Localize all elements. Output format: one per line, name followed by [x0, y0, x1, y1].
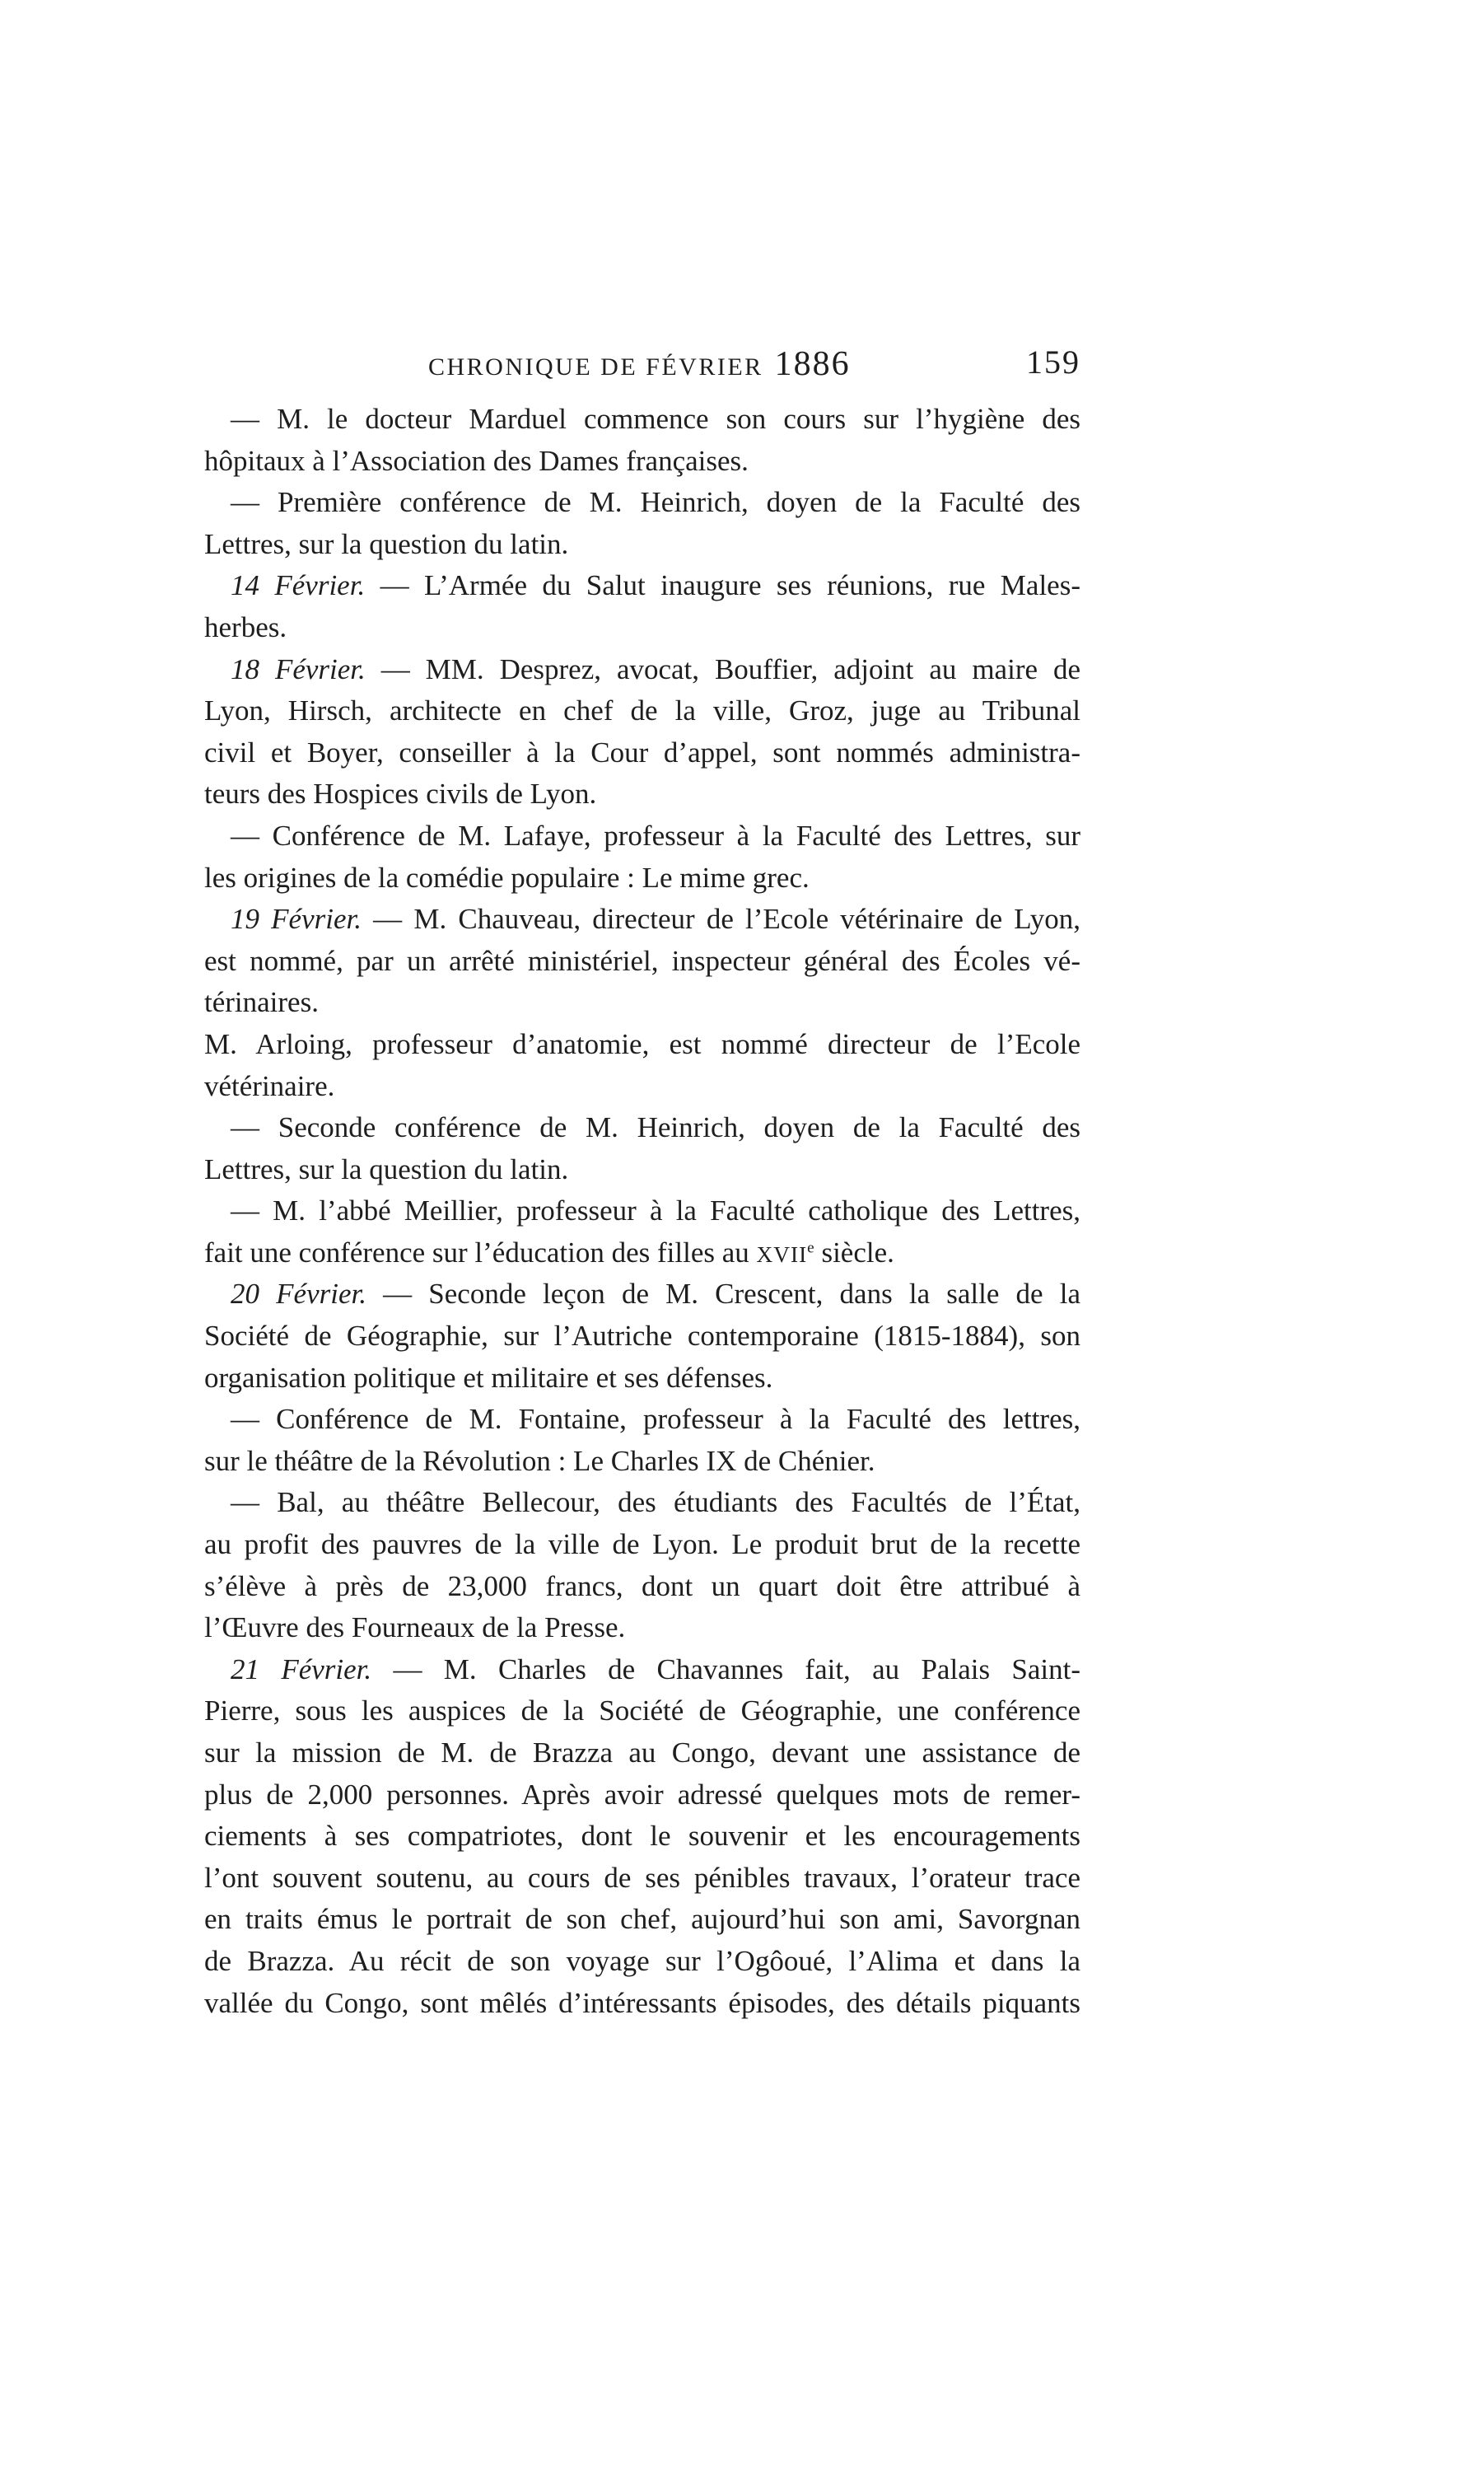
- line-text: Lettres, sur la question du latin.: [204, 1152, 569, 1185]
- text-line: [204, 565, 1080, 607]
- text-line: [204, 1649, 1080, 1691]
- line-text: Lyon, Hirsch, architecte en chef de la ville, Groz, juge au Tribunal: [204, 694, 1080, 727]
- text-line: [204, 690, 1080, 732]
- text-line: [204, 1066, 1080, 1108]
- line-text: — M. Chauveau, directeur de l’Ecole vétérinaire de Lyon,: [362, 903, 1080, 936]
- entry-date: 18 Février.: [231, 652, 366, 685]
- line-text: les origines de la comédie populaire : Le mime grec.: [204, 861, 810, 894]
- text-line: [204, 858, 1080, 900]
- line-text: l’Œuvre des Fourneaux de la Presse.: [204, 1611, 626, 1644]
- line-text: au profit des pauvres de la ville de Lyon. Le produit brut de la recette: [204, 1528, 1080, 1561]
- line-text: Lettres, sur la question du latin.: [204, 527, 569, 560]
- line-text: — Conférence de M. Lafaye, professeur à la Faculté des Lettres, sur: [231, 819, 1080, 852]
- text-line: [204, 1983, 1080, 2025]
- text-line: [204, 1024, 1080, 1066]
- line-text: Pierre, sous les auspices de la Société de Géographie, une conférence: [204, 1694, 1080, 1727]
- text-line: [204, 1149, 1080, 1191]
- text-line: [204, 899, 1080, 941]
- century-numeral: XVII: [756, 1241, 808, 1267]
- entry-date: 14 Février.: [231, 569, 366, 602]
- text-line: [204, 982, 1080, 1024]
- text-line: [204, 1858, 1080, 1900]
- text-line: [204, 1399, 1080, 1441]
- text-line: [204, 774, 1080, 816]
- text-line: [204, 1358, 1080, 1400]
- line-text: — Bal, au théâtre Bellecour, des étudiants des Facultés de l’État,: [231, 1486, 1080, 1519]
- line-text: vallée du Congo, sont mêlés d’intéressants épisodes, des détails piquants: [204, 1986, 1080, 2019]
- line-text: organisation politique et militaire et ses défenses.: [204, 1361, 773, 1394]
- line-text: — L’Armée du Salut inaugure ses réunions, rue Males-: [365, 569, 1080, 602]
- text-line: [204, 524, 1080, 566]
- line-text: herbes.: [204, 610, 287, 643]
- line-text: sur la mission de M. de Brazza au Congo, devant une assistance de: [204, 1736, 1080, 1769]
- text-line: [204, 1274, 1080, 1316]
- text-line: [204, 1732, 1080, 1774]
- text-line: [204, 1190, 1080, 1232]
- line-text: fait une conférence sur l’éducation des filles au: [204, 1236, 757, 1269]
- text-line: [204, 732, 1080, 774]
- line-text: — Seconde leçon de M. Crescent, dans la salle de la: [366, 1278, 1081, 1311]
- text-line: [204, 482, 1080, 524]
- text-line: [204, 1899, 1080, 1941]
- line-text: — M. le docteur Marduel commence son cours sur l’hygiène des: [231, 403, 1080, 435]
- line-text: plus de 2,000 personnes. Après avoir adressé quelques mots de remer-: [204, 1778, 1080, 1811]
- text-line: [204, 816, 1080, 858]
- page-number: 159: [1026, 344, 1080, 381]
- line-text: — Seconde conférence de M. Heinrich, doyen de la Faculté des: [231, 1111, 1080, 1144]
- line-text: — Première conférence de M. Heinrich, doyen de la Faculté des: [231, 486, 1080, 519]
- body-text: [204, 399, 1080, 2024]
- entry-date: 20 Février.: [231, 1278, 366, 1311]
- text-line: [204, 1524, 1080, 1566]
- line-text: térinaires.: [204, 986, 319, 1019]
- line-text: — M. Charles de Chavannes fait, au Palais Saint-: [371, 1652, 1080, 1685]
- text-line: [204, 1941, 1080, 1983]
- text-line: [204, 399, 1080, 441]
- running-title-year: 1886: [774, 345, 851, 383]
- text-line: [204, 1232, 1080, 1274]
- text-line: [204, 1607, 1080, 1649]
- text-line: [204, 941, 1080, 983]
- line-text: hôpitaux à l’Association des Dames françaises.: [204, 444, 749, 477]
- text-line: [204, 1441, 1080, 1483]
- line-text: siècle.: [814, 1236, 894, 1269]
- line-text: — Conférence de M. Fontaine, professeur à la Faculté des lettres,: [231, 1403, 1080, 1436]
- running-title-text: CHRONIQUE DE FÉVRIER: [428, 353, 763, 381]
- text-line: [204, 1816, 1080, 1858]
- line-text: — M. l’abbé Meillier, professeur à la Faculté catholique des Lettres,: [231, 1194, 1080, 1227]
- line-text: sur le théâtre de la Révolution : Le Charles IX de Chénier.: [204, 1444, 875, 1477]
- line-text: — MM. Desprez, avocat, Bouffier, adjoint au maire de: [365, 652, 1080, 685]
- line-text: de Brazza. Au récit de son voyage sur l’Ogôoué, l’Alima et dans la: [204, 1944, 1080, 1977]
- century-suffix: e: [807, 1239, 814, 1257]
- running-title: [428, 341, 851, 390]
- line-text: M. Arloing, professeur d’anatomie, est nommé directeur de l’Ecole: [204, 1027, 1080, 1060]
- text-line: [204, 607, 1080, 649]
- line-text: s’élève à près de 23,000 francs, dont un quart doit être attribué à: [204, 1569, 1080, 1602]
- line-text: civil et Boyer, conseiller à la Cour d’appel, sont nommés administra-: [204, 736, 1080, 769]
- entry-date: 19 Février.: [231, 903, 362, 936]
- line-text: est nommé, par un arrêté ministériel, inspecteur général des Écoles vé-: [204, 944, 1080, 977]
- text-line: [204, 1482, 1080, 1524]
- line-text: ciements à ses compatriotes, dont le souvenir et les encouragements: [204, 1820, 1080, 1853]
- text-line: [204, 1690, 1080, 1732]
- text-line: [204, 1774, 1080, 1816]
- line-text: vétérinaire.: [204, 1069, 335, 1102]
- line-text: en traits émus le portrait de son chef, aujourd’hui son ami, Savorgnan: [204, 1903, 1080, 1936]
- text-line: [204, 441, 1080, 483]
- text-line: [204, 649, 1080, 691]
- text-line: [204, 1566, 1080, 1608]
- line-text: Société de Géographie, sur l’Autriche contemporaine (1815-1884), son: [204, 1320, 1080, 1353]
- line-text: teurs des Hospices civils de Lyon.: [204, 778, 597, 811]
- text-line: [204, 1107, 1080, 1149]
- text-line: [204, 1316, 1080, 1358]
- line-text: l’ont souvent soutenu, au cours de ses pénibles travaux, l’orateur trace: [204, 1861, 1080, 1894]
- entry-date: 21 Février.: [231, 1652, 372, 1685]
